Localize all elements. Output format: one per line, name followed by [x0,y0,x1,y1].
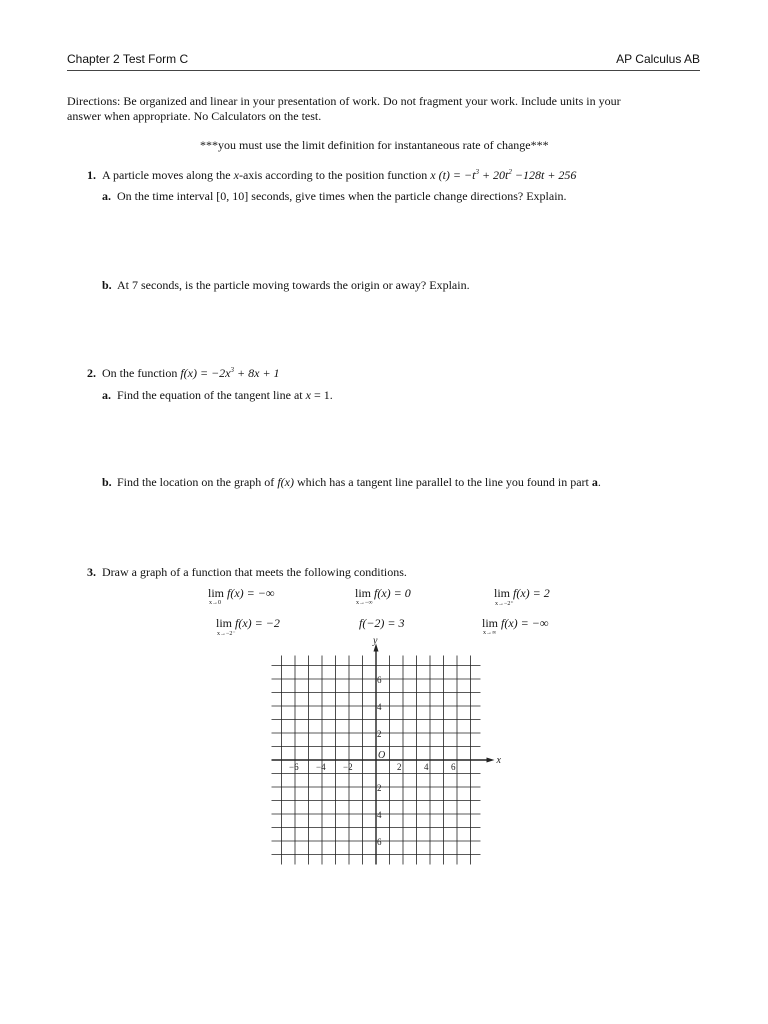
condition-2: lim f(x) = 0 x→−∞ [355,586,411,606]
y-tick-label: 6 [377,675,382,685]
condition-6: lim f(x) = −∞ x→∞ [482,616,549,636]
directions-line-1: Directions: Be organized and linear in your presentation of work. Do not fragment your work. Include units in your [67,94,621,108]
q1b-label: b. [102,278,112,292]
condition-5: f(−2) = 3 [359,616,405,630]
q3-number: 3. [87,565,96,579]
q1-position-function: x $(t) = -t^3 + 20t^2 -128t + 256$ [430,168,577,182]
x-axis-arrow [487,758,495,763]
q3-text: Draw a graph of a function that meets the following conditions. [102,565,407,579]
page-header [67,52,700,71]
y-tick-label: 2 [377,783,382,793]
q2-function: $f(x) = -2x^3 + 8x + 1$ [180,366,280,380]
condition-1: lim f(x) = −∞ x→0 [208,586,275,606]
q1a-label: a. [102,189,111,203]
q2-prompt: On the function $f(x) = -2x^3 + 8x + 1$ [102,366,280,380]
x-tick-label: 2 [397,762,402,772]
directions-line-2: answer when appropriate. No Calculators on the test. [67,109,322,123]
x-axis-label: x [496,755,501,766]
q1a-text: On the time interval [0, 10] seconds, give times when the particle change directions? Explain. [117,189,567,203]
q1b-text: At 7 seconds, is the particle moving towards the origin or away? Explain. [117,278,470,292]
course-title: AP Calculus AB [616,52,700,66]
q2b-label: b. [102,475,112,489]
y-tick-label: 6 [377,837,382,847]
x-tick-label: 6 [451,762,456,772]
blank-graph-grid[interactable] [280,635,501,860]
q2-number: 2. [87,366,96,380]
q2a-label: a. [102,388,111,402]
y-axis-label: y [373,635,378,647]
chapter-title: Chapter 2 Test Form C [67,52,189,66]
origin-label: O [378,750,386,761]
q2b-text: Find the location on the graph of f(x) which has a tangent line parallel to the line you found in part a. [117,475,601,489]
x-tick-label: −6 [289,762,299,772]
x-tick-label: −4 [316,762,326,772]
y-tick-label: 4 [377,810,382,820]
q1-number: 1. [87,168,96,182]
y-tick-label: 2 [377,729,382,739]
limit-definition-note: ***you must use the limit definition for instantaneous rate of change*** [200,138,549,152]
condition-3: lim f(x) = 2 x→−2⁺ [494,586,550,607]
x-tick-label: −2 [343,762,353,772]
q2a-text: Find the equation of the tangent line at x = 1. [117,388,333,402]
condition-4: lim f(x) = −2 x→−2⁻ [216,616,280,637]
q1-prompt: A particle moves along the x-axis according to the position function x $(t) = -t^3 + 20t^2 -128t + 256$ [102,168,577,182]
y-tick-label: 4 [377,702,382,712]
x-tick-label: 4 [424,762,429,772]
